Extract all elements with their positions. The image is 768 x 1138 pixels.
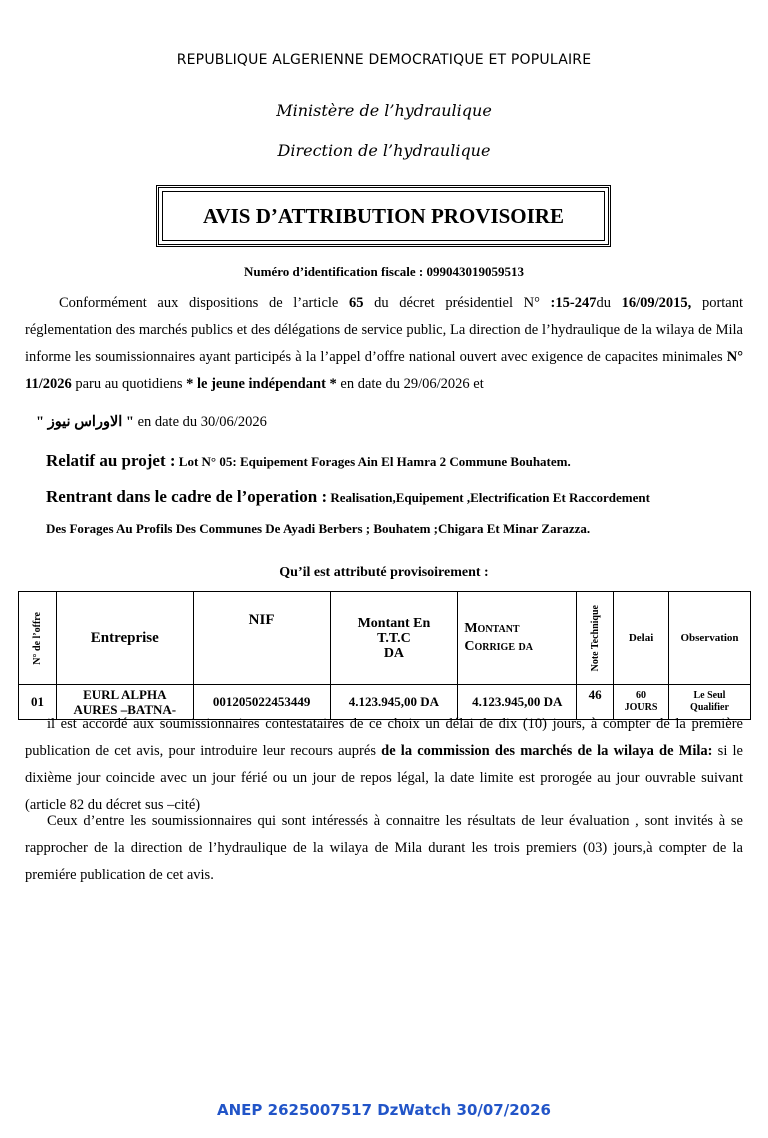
newspaper-1: * le jeune indépendant *	[186, 376, 337, 392]
article-number: 65	[349, 295, 364, 311]
decree-date: 16/09/2015,	[621, 295, 692, 311]
intro-paragraph	[25, 290, 743, 398]
quote-close: "	[122, 414, 134, 430]
fiscal-id-line: Numéro d’identification fiscale : 099043019059513	[244, 264, 524, 279]
col-tech-note-label: Note Technique	[589, 604, 601, 672]
delay-l2: JOURS	[624, 702, 658, 713]
project-label: Relatif au projet :	[46, 451, 176, 470]
footer-reference: ANEP 2625007517 DzWatch 30/07/2026	[217, 1101, 551, 1119]
cell-offer-no: 01	[19, 685, 57, 720]
appeal-text-2: si le dixième jour coincide avec un jour férié ou un jour de repos légal, la date limite est prorogée au jour ouvrable suivant (article 82 du décret sus –cité)	[25, 743, 743, 813]
col-observation: Observation	[669, 592, 751, 685]
col-amount-corrected	[458, 592, 577, 685]
company-l2: AURES –BATNA-	[73, 702, 177, 717]
col-tech-note	[577, 592, 614, 685]
amount-ttc-l2: T.T.C	[377, 630, 411, 646]
appeal-commission: de la commission des marchés de la wilaya de Mila:	[381, 743, 713, 759]
project-line	[46, 451, 571, 471]
direction-line: Direction de l’hydraulique	[277, 141, 491, 160]
table-header-row	[19, 592, 751, 685]
col-amount-ttc	[330, 592, 458, 685]
intro-text-6: en date du 29/06/2026 et	[336, 376, 484, 392]
delay-l1: 60	[636, 690, 647, 701]
cell-nif: 001205022453449	[193, 685, 330, 720]
amount-ttc-l1: Montant En	[357, 615, 431, 631]
appeal-paragraph	[25, 711, 743, 819]
invite-paragraph	[25, 808, 743, 889]
operation-value-cont: Des Forages Au Profils Des Communes De Ayadi Berbers ; Bouhatem ;Chigara Et Minar Zarazza.	[46, 521, 591, 536]
col-nif: NIF	[193, 592, 330, 685]
decree-number: :15-247	[550, 295, 597, 311]
col-offer-no-label: N° de l’offre	[31, 611, 43, 665]
newspaper-2: الاوراس نيوز	[47, 414, 123, 430]
intro-text-5: paru au quotidiens	[71, 376, 187, 392]
corrected-l2: Corrige da	[464, 639, 533, 654]
cell-amount-ttc: 4.123.945,00 DA	[330, 685, 458, 720]
company-l1: EURL ALPHA	[83, 687, 167, 702]
intro-text-4: portant réglementation des marchés publics et des délégations de service public, La direction de l’hydraulique de la wilaya de Mila informe les soumissionnaires ayant participés à la l’appel d’offre national ouvert avec exigence de capacites minimales	[25, 295, 744, 365]
newspaper-2-line	[36, 414, 267, 431]
attribution-table	[18, 591, 751, 720]
ministry-line: Ministère de l’hydraulique	[276, 101, 492, 120]
intro-text-2: du décret présidentiel N°	[363, 295, 551, 311]
intro-text-7: en date du 30/06/2026	[133, 414, 267, 430]
quote-open: "	[36, 414, 48, 430]
project-value: Lot N° 05: Equipement Forages Ain El Hamra 2 Commune Bouhatem.	[175, 454, 571, 469]
amount-ttc-l3: DA	[383, 645, 405, 661]
operation-line	[46, 487, 650, 507]
cell-amount-corrected: 4.123.945,00 DA	[458, 685, 577, 720]
intro-text-1: Conformément aux dispositions de l’article	[59, 295, 349, 311]
republic-header: REPUBLIQUE ALGERIENNE DEMOCRATIQUE ET POPULAIRE	[176, 52, 592, 68]
invite-text: Ceux d’entre les soumissionnaires qui sont intéressés à connaitre les résultats de leur évaluation , sont invités à se rapprocher de la direction de l’hydraulique de la wilaya de Mila durant les trois premiers (03) jours,à compter de la premiére publication de cet avis.	[25, 813, 743, 883]
corrected-l1: Montant	[464, 621, 520, 636]
attributed-heading: Qu’il est attributé provisoirement :	[279, 565, 489, 580]
cell-tech-note: 46	[577, 685, 614, 720]
col-company: Entreprise	[56, 592, 193, 685]
observation-l2: Qualifier	[690, 702, 729, 713]
operation-value: Realisation,Equipement ,Electrification Et Raccordement	[327, 490, 650, 505]
operation-label: Rentrant dans le cadre de l’operation :	[46, 487, 328, 506]
notice-title-box	[156, 185, 611, 247]
appeal-text-1: il est accordé aux soumissionnaires contestataires de ce choix un délai de dix (10) jours, à compter de la première publication de cet avis, pour introduire leur recours auprés	[25, 716, 743, 759]
tender-number: N° 11/2026	[25, 349, 743, 392]
col-offer-no	[19, 592, 57, 685]
intro-text-3: du	[596, 295, 622, 311]
notice-title: AVIS D’ATTRIBUTION PROVISOIRE	[203, 203, 564, 228]
col-delay: Delai	[614, 592, 669, 685]
observation-l1: Le Seul	[693, 690, 726, 701]
